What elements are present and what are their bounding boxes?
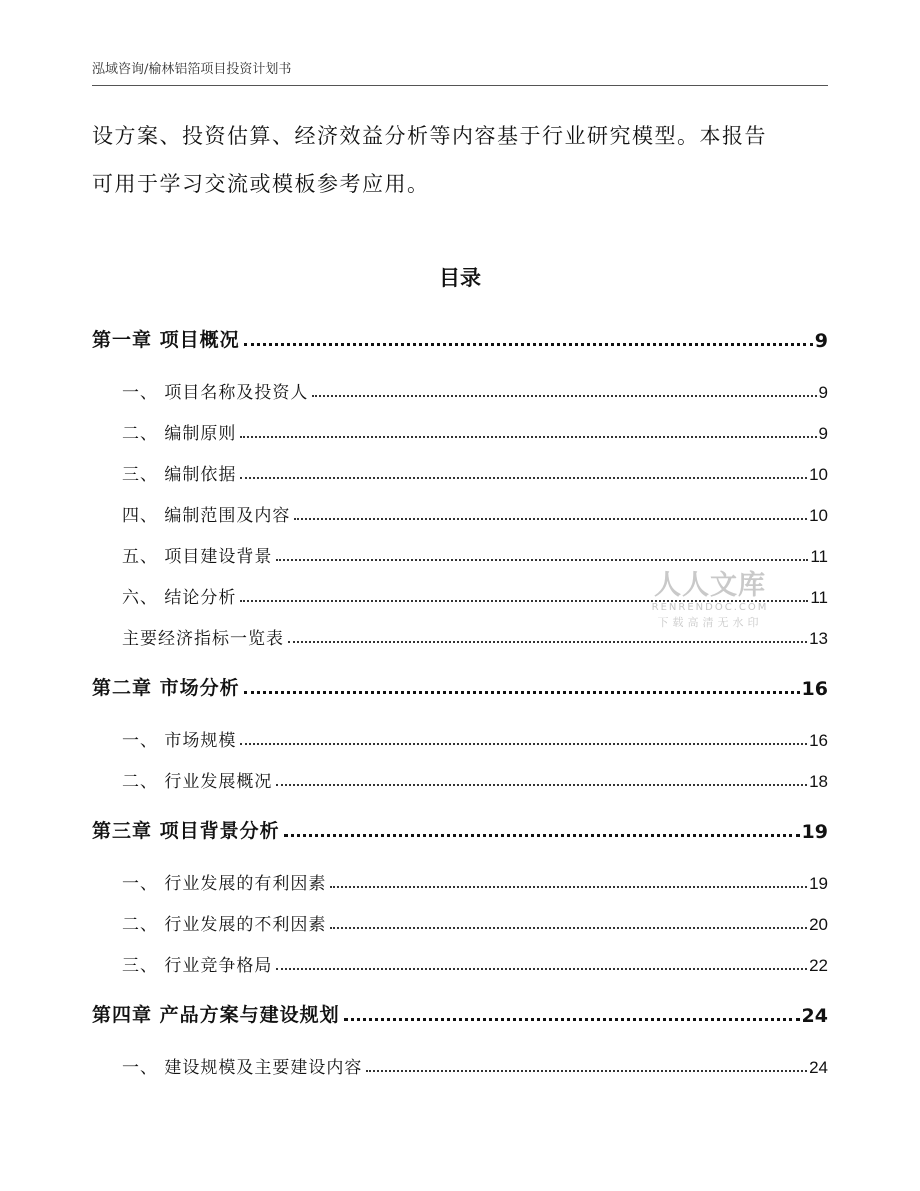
toc-entry-page: 19 bbox=[809, 874, 828, 893]
toc-entry[interactable] bbox=[92, 762, 828, 792]
toc-entry-page: 16 bbox=[809, 731, 828, 750]
toc-entry-label: 一、 项目名称及投资人 bbox=[122, 383, 309, 403]
intro-line-2: 可用于学习交流或模板参考应用。 bbox=[92, 172, 430, 196]
toc-leader-dots bbox=[240, 743, 807, 745]
toc-entry[interactable] bbox=[92, 414, 828, 444]
toc-entry-label: 第二章 市场分析 bbox=[92, 677, 240, 699]
toc-entry-label: 一、 行业发展的有利因素 bbox=[122, 874, 327, 894]
toc-entry[interactable] bbox=[92, 905, 828, 935]
toc-entry-label: 三、 行业竞争格局 bbox=[122, 956, 273, 976]
toc-entry[interactable] bbox=[92, 455, 828, 485]
toc-leader-dots bbox=[276, 559, 808, 561]
toc-entry-label: 一、 建设规模及主要建设内容 bbox=[122, 1058, 363, 1078]
toc-entry-page: 9 bbox=[818, 383, 828, 402]
toc-entry-page: 11 bbox=[810, 547, 828, 566]
toc-entry-page: 22 bbox=[809, 956, 828, 975]
toc-entry[interactable] bbox=[92, 1048, 828, 1078]
toc-entry-label: 五、 项目建设背景 bbox=[122, 547, 273, 567]
toc-leader-dots bbox=[330, 886, 807, 888]
toc-leader-dots bbox=[276, 784, 807, 786]
toc-entry-label: 第三章 项目背景分析 bbox=[92, 820, 280, 842]
toc-entry-label: 第四章 产品方案与建设规划 bbox=[92, 1004, 340, 1026]
toc-entry-page: 11 bbox=[810, 588, 828, 607]
header-divider bbox=[92, 85, 828, 86]
running-header: 泓域咨询/榆林铝箔项目投资计划书 bbox=[92, 62, 292, 77]
toc-entry-label: 二、 行业发展概况 bbox=[122, 772, 273, 792]
toc-entry-label: 一、 市场规模 bbox=[122, 731, 237, 751]
toc-entry-page: 19 bbox=[801, 821, 828, 843]
toc-title: 目录 bbox=[439, 266, 481, 290]
toc-entry-page: 10 bbox=[809, 506, 828, 525]
toc-entry-label: 二、 编制原则 bbox=[122, 424, 237, 444]
toc-leader-dots bbox=[288, 641, 807, 643]
toc-entry[interactable] bbox=[92, 496, 828, 526]
toc-leader-dots bbox=[240, 436, 816, 438]
toc-entry-page: 9 bbox=[814, 330, 828, 352]
toc-entry-label: 二、 行业发展的不利因素 bbox=[122, 915, 327, 935]
toc-entry-label: 六、 结论分析 bbox=[122, 588, 237, 608]
toc-entry-label: 四、 编制范围及内容 bbox=[122, 506, 291, 526]
toc-entry[interactable] bbox=[92, 721, 828, 751]
toc-entry-chapter-4[interactable] bbox=[92, 997, 828, 1027]
toc-leader-dots bbox=[244, 691, 800, 694]
toc-entry[interactable] bbox=[92, 373, 828, 403]
toc-entry-page: 9 bbox=[818, 424, 828, 443]
toc-entry-page: 16 bbox=[801, 678, 828, 700]
toc-entry-page: 10 bbox=[809, 465, 828, 484]
watermark-title: 人人文库 bbox=[654, 570, 766, 601]
toc-leader-dots bbox=[344, 1018, 800, 1021]
toc-entry-page: 24 bbox=[801, 1005, 828, 1027]
toc-entry-page: 20 bbox=[809, 915, 828, 934]
toc-entry-label: 主要经济指标一览表 bbox=[122, 629, 284, 649]
intro-line-1: 设方案、投资估算、经济效益分析等内容基于行业研究模型。本报告 bbox=[92, 124, 767, 148]
toc-leader-dots bbox=[240, 477, 807, 479]
watermark bbox=[640, 563, 780, 630]
toc-entry[interactable] bbox=[92, 946, 828, 976]
toc-entry-chapter-3[interactable] bbox=[92, 813, 828, 843]
toc-leader-dots bbox=[284, 834, 800, 837]
toc-entry-label: 第一章 项目概况 bbox=[92, 329, 240, 351]
watermark-domain: RENRENDOC.COM bbox=[651, 602, 769, 613]
toc-leader-dots bbox=[330, 927, 807, 929]
toc-leader-dots bbox=[312, 395, 816, 397]
intro-paragraph bbox=[92, 112, 828, 208]
toc-entry[interactable] bbox=[92, 864, 828, 894]
toc-leader-dots bbox=[244, 343, 813, 346]
toc-entry-page: 18 bbox=[809, 772, 828, 791]
watermark-caption: 下载高清无水印 bbox=[657, 616, 763, 629]
toc-leader-dots bbox=[294, 518, 807, 520]
toc-leader-dots bbox=[366, 1070, 807, 1072]
toc-leader-dots bbox=[276, 968, 807, 970]
toc-entry-chapter-1[interactable] bbox=[92, 322, 828, 352]
toc-entry-label: 三、 编制依据 bbox=[122, 465, 237, 485]
toc-entry-chapter-2[interactable] bbox=[92, 670, 828, 700]
toc-entry-page: 24 bbox=[809, 1058, 828, 1077]
toc-entry-page: 13 bbox=[809, 629, 828, 648]
